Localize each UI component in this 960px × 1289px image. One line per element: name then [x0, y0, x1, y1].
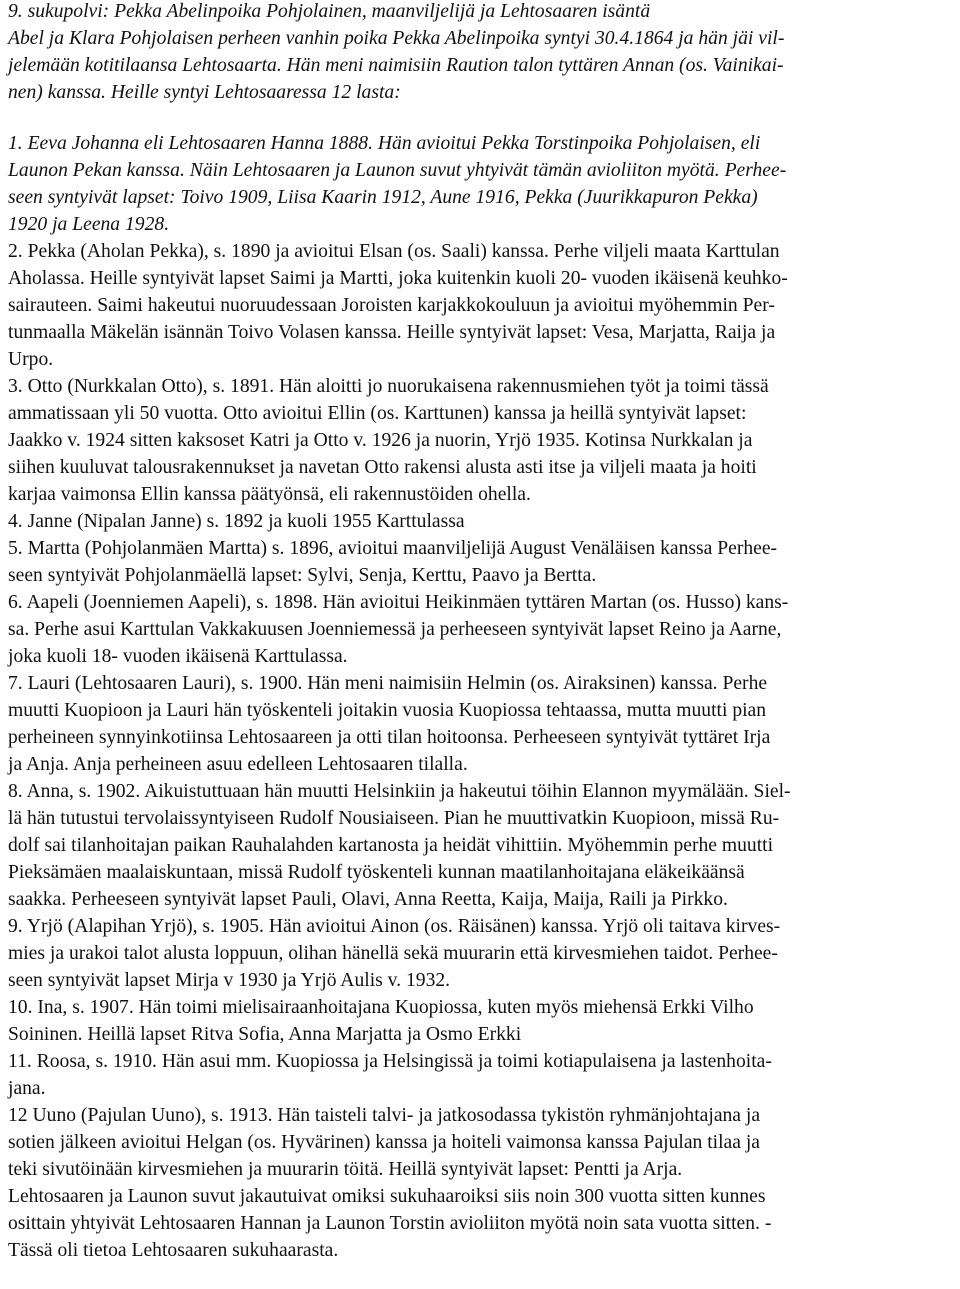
- text-line: 9. Yrjö (Alapihan Yrjö), s. 1905. Hän avioitui Ainon (os. Räisänen) kanssa. Yrjö oli taitava kirves-: [8, 916, 781, 937]
- text-line: ammatissaan yli 50 vuotta. Otto avioitui Ellin (os. Karttunen) kanssa ja heillä syntyivät lapset:: [8, 403, 747, 424]
- child-1-section: [8, 130, 954, 238]
- text-line: osittain yhtyivät Lehtosaaren Hannan ja Launon Torstin avioliiton myötä noin sata vuotta sitten. -: [8, 1213, 772, 1234]
- text-line: 6. Aapeli (Joenniemen Aapeli), s. 1898. Hän avioitui Heikinmäen tyttären Martan (os. Husso) kans-: [8, 592, 789, 613]
- text-line: Lehtosaaren ja Launon suvut jakautuivat omiksi sukuhaaroiksi siis noin 300 vuotta sitten kunnes: [8, 1186, 766, 1207]
- text-line: saakka. Perheeseen syntyivät lapset Pauli, Olavi, Anna Reetta, Kaija, Maija, Raili ja Pirkko.: [8, 889, 728, 910]
- text-line: Abel ja Klara Pohjolaisen perheen vanhin poika Pekka Abelinpoika syntyi 30.4.1864 ja hän jäi vil-: [8, 28, 785, 49]
- text-line: 10. Ina, s. 1907. Hän toimi mielisairaanhoitajana Kuopiossa, kuten myös miehensä Erkki Vilho: [8, 997, 754, 1018]
- text-line: 11. Roosa, s. 1910. Hän asui mm. Kuopiossa ja Helsingissä ja toimi kotiapulaisena ja lastenhoita-: [8, 1051, 772, 1072]
- text-line: sairauteen. Saimi hakeutui nuoruudessaan Joroisten karjakkokouluun ja avioitui myöhemmin Per-: [8, 295, 775, 316]
- text-line: jelemään kotitilaansa Lehtosaarta. Hän meni naimisiin Raution talon tyttären Annan (os. Vainikai-: [8, 55, 784, 76]
- text-line: Launon Pekan kanssa. Näin Lehtosaaren ja Launon suvut yhtyivät tämän avioliiton myötä. Perhee-: [8, 160, 787, 181]
- text-line: siihen kuuluvat talousrakennukset ja navetan Otto rakensi alusta asti itse ja viljeli maata ja hoiti: [8, 457, 757, 478]
- text-line: Aholassa. Heille syntyivät lapset Saimi ja Martti, joka kuitenkin kuoli 20- vuoden ikäisenä keuhko-: [8, 268, 788, 289]
- text-line: nen) kanssa. Heille syntyi Lehtosaaressa 12 lasta:: [8, 82, 401, 103]
- text-line: seen syntyivät lapset: Toivo 1909, Liisa Kaarin 1912, Aune 1916, Pekka (Juurikkapuron Pekka): [8, 187, 758, 208]
- text-line: Pieksämäen maalaiskuntaan, missä Rudolf työskenteli kunnan maatilanhoitajana eläkeikäänsä: [8, 862, 745, 883]
- text-line: 7. Lauri (Lehtosaaren Lauri), s. 1900. Hän meni naimisiin Helmin (os. Airaksinen) kanssa. Perhe: [8, 673, 768, 694]
- text-line: sa. Perhe asui Karttulan Vakkakuusen Joenniemessä ja perheeseen syntyivät lapset Reino ja Aarne,: [8, 619, 782, 640]
- text-line: 12 Uuno (Pajulan Uuno), s. 1913. Hän taisteli talvi- ja jatkosodassa tykistön ryhmänjohtajana ja: [8, 1105, 761, 1126]
- text-line: seen syntyivät Pohjolanmäellä lapset: Sylvi, Senja, Kerttu, Paavo ja Bertta.: [8, 565, 597, 586]
- children-list: [8, 238, 954, 1264]
- text-line: dolf sai tilanhoitajan paikan Rauhalahden kartanosta ja heidät vihittiin. Myöhemmin perhe muutti: [8, 835, 774, 856]
- text-line: mies ja urakoi talot alusta loppuun, olihan hänellä sekä muurarin että kirvesmiehen taidot. Perhee-: [8, 943, 778, 964]
- text-line: sotien jälkeen avioitui Helgan (os. Hyvärinen) kanssa ja hoiteli vaimonsa kanssa Pajulan tilaa ja: [8, 1132, 760, 1153]
- text-line: ja Anja. Anja perheineen asuu edelleen Lehtosaaren tilalla.: [8, 754, 468, 775]
- heading-line: 9. sukupolvi: Pekka Abelinpoika Pohjolainen, maanviljelijä ja Lehtosaaren isäntä: [8, 1, 651, 22]
- text-line: Urpo.: [8, 349, 54, 370]
- text-line: 3. Otto (Nurkkalan Otto), s. 1891. Hän aloitti jo nuorukaisena rakennusmiehen työt ja toimi tässä: [8, 376, 769, 397]
- document-page: [8, 0, 954, 1264]
- text-line: lä hän tutustui tervolaissyntyiseen Rudolf Nousiaiseen. Pian he muuttivatkin Kuopioon, missä Ru-: [8, 808, 780, 829]
- text-line: Soininen. Heillä lapset Ritva Sofia, Anna Marjatta ja Osmo Erkki: [8, 1024, 522, 1045]
- text-line: perheineen synnyinkotiinsa Lehtosaareen ja otti tilan hoitoonsa. Perheeseen syntyivät tyttäret Irja: [8, 727, 771, 748]
- text-line: tunmaalla Mäkelän isännän Toivo Volasen kanssa. Heille syntyivät lapset: Vesa, Marjatta, Raija ja: [8, 322, 776, 343]
- intro-section: [8, 0, 954, 106]
- text-line: 1. Eeva Johanna eli Lehtosaaren Hanna 1888. Hän avioitui Pekka Torstinpoika Pohjolaisen, eli: [8, 133, 761, 154]
- text-line: Jaakko v. 1924 sitten kaksoset Katri ja Otto v. 1926 ja nuorin, Yrjö 1935. Kotinsa Nurkkalan ja: [8, 430, 753, 451]
- text-line: 4. Janne (Nipalan Janne) s. 1892 ja kuoli 1955 Karttulassa: [8, 511, 465, 532]
- text-line: 5. Martta (Pohjolanmäen Martta) s. 1896, avioitui maanviljelijä August Venäläisen kanssa Perhee-: [8, 538, 778, 559]
- text-line: seen syntyivät lapset Mirja v 1930 ja Yrjö Aulis v. 1932.: [8, 970, 451, 991]
- text-line: karjaa vaimonsa Ellin kanssa päätyönsä, eli rakennustöiden ohella.: [8, 484, 531, 505]
- text-line: joka kuoli 18- vuoden ikäisenä Karttulassa.: [8, 646, 348, 667]
- text-line: Tässä oli tietoa Lehtosaaren sukuhaarasta.: [8, 1240, 339, 1261]
- text-line: muutti Kuopioon ja Lauri hän työskenteli joitakin vuosia Kuopiossa tehtaassa, mutta muutti pian: [8, 700, 767, 721]
- text-line: 2. Pekka (Aholan Pekka), s. 1890 ja avioitui Elsan (os. Saali) kanssa. Perhe viljeli maata Karttulan: [8, 241, 780, 262]
- text-line: teki sivutöinään kirvesmiehen ja muurarin töitä. Heillä syntyivät lapset: Pentti ja Arja.: [8, 1159, 683, 1180]
- text-line: jana.: [8, 1078, 46, 1099]
- text-line: 1920 ja Leena 1928.: [8, 214, 170, 235]
- text-line: 8. Anna, s. 1902. Aikuistuttuaan hän muutti Helsinkiin ja hakeutui töihin Elannon myymälään. Siel-: [8, 781, 791, 802]
- paragraph-gap: [8, 106, 954, 130]
